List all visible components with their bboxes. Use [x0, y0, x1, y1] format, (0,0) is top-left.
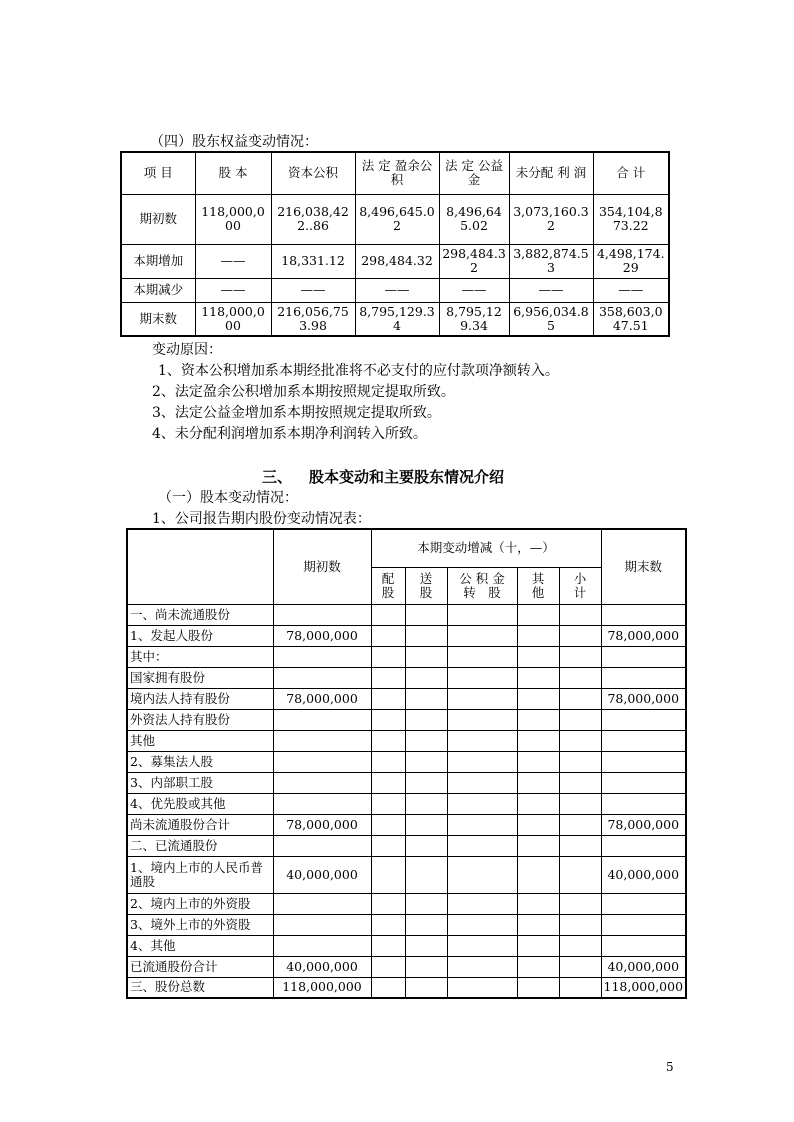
share-bonus-cell	[405, 935, 447, 956]
share-rights-issue-cell	[371, 667, 405, 688]
equity-cell: 216,056,753.98	[271, 302, 355, 336]
equity-cell: 118,000,000	[195, 194, 271, 244]
share-header-change: 本期变动增减（十，—）	[371, 529, 601, 567]
share-change-table	[126, 528, 687, 999]
share-opening-cell	[273, 935, 371, 956]
share-reserve-conversion-cell	[447, 730, 517, 751]
share-row-label: 2、境内上市的外资股	[127, 893, 273, 914]
share-subtotal-cell	[559, 730, 601, 751]
share-opening-cell: 40,000,000	[273, 956, 371, 977]
equity-header-welfare-fund: 法 定 公益金	[439, 152, 509, 194]
share-subtotal-cell	[559, 935, 601, 956]
equity-row-decrease	[121, 278, 669, 302]
subheader-top: 其	[531, 570, 545, 586]
share-closing-cell	[601, 709, 686, 730]
share-reserve-conversion-cell	[447, 772, 517, 793]
share-rights-issue-cell	[371, 814, 405, 835]
share-bonus-cell	[405, 709, 447, 730]
share-subtotal-cell	[559, 625, 601, 646]
share-row-label: 4、其他	[127, 935, 273, 956]
equity-row-closing	[121, 302, 669, 336]
share-reserve-conversion-cell	[447, 751, 517, 772]
table-row	[127, 835, 686, 856]
share-closing-cell	[601, 914, 686, 935]
share-row-label: 3、内部职工股	[127, 772, 273, 793]
share-closing-cell: 40,000,000	[601, 956, 686, 977]
share-other-cell	[517, 935, 559, 956]
equity-cell: ——	[271, 278, 355, 302]
share-opening-cell: 78,000,000	[273, 814, 371, 835]
equity-header-total: 合 计	[593, 152, 669, 194]
share-other-cell	[517, 914, 559, 935]
reason-item-4: 4、未分配利润增加系本期净利润转入所致。	[152, 426, 427, 442]
equity-change-table	[120, 151, 670, 337]
share-reserve-conversion-cell	[447, 835, 517, 856]
share-subheader-subtotal	[559, 567, 601, 604]
share-rights-issue-cell	[371, 772, 405, 793]
table-row	[127, 935, 686, 956]
table-row	[127, 709, 686, 730]
equity-row-label: 本期减少	[121, 278, 195, 302]
share-closing-cell: 78,000,000	[601, 814, 686, 835]
equity-header-capital: 股 本	[195, 152, 271, 194]
equity-cell: ——	[439, 278, 509, 302]
table-row	[127, 688, 686, 709]
share-opening-cell	[273, 914, 371, 935]
equity-cell: 354,104,873.22	[593, 194, 669, 244]
subheader-bottom: 计	[573, 584, 587, 600]
share-closing-cell	[601, 772, 686, 793]
equity-section-title: （四）股东权益变动情况：	[150, 134, 318, 150]
share-reserve-conversion-cell	[447, 935, 517, 956]
equity-cell: 298,484.32	[355, 244, 439, 278]
subheader-bottom: 转 股	[463, 584, 501, 600]
table-row	[127, 914, 686, 935]
share-bonus-cell	[405, 730, 447, 751]
equity-cell: 358,603,047.51	[593, 302, 669, 336]
table-row	[127, 893, 686, 914]
share-reserve-conversion-cell	[447, 667, 517, 688]
share-rights-issue-cell	[371, 793, 405, 814]
page-number: 5	[666, 1060, 674, 1074]
share-subtotal-cell	[559, 604, 601, 625]
share-bonus-cell	[405, 914, 447, 935]
share-other-cell	[517, 625, 559, 646]
table-row	[127, 814, 686, 835]
share-opening-cell	[273, 604, 371, 625]
equity-cell: 18,331.12	[271, 244, 355, 278]
share-rights-issue-cell	[371, 893, 405, 914]
share-subheader-other	[517, 567, 559, 604]
share-opening-cell: 78,000,000	[273, 625, 371, 646]
share-header-opening: 期初数	[273, 529, 371, 604]
share-other-cell	[517, 604, 559, 625]
share-rights-issue-cell	[371, 856, 405, 893]
share-reserve-conversion-cell	[447, 814, 517, 835]
share-row-label: 境内法人持有股份	[127, 688, 273, 709]
share-opening-cell	[273, 793, 371, 814]
share-reserve-conversion-cell	[447, 625, 517, 646]
table-row	[127, 856, 686, 893]
share-row-label: 其中：	[127, 646, 273, 667]
share-other-cell	[517, 977, 559, 998]
share-closing-cell	[601, 667, 686, 688]
share-rights-issue-cell	[371, 956, 405, 977]
equity-cell: ——	[355, 278, 439, 302]
share-other-cell	[517, 856, 559, 893]
share-subtotal-cell	[559, 814, 601, 835]
share-other-cell	[517, 793, 559, 814]
share-subtotal-cell	[559, 835, 601, 856]
share-subtotal-cell	[559, 751, 601, 772]
share-closing-cell	[601, 751, 686, 772]
share-row-label: 三、股份总数	[127, 977, 273, 998]
share-reserve-conversion-cell	[447, 893, 517, 914]
share-bonus-cell	[405, 893, 447, 914]
share-row-label: 1、发起人股份	[127, 625, 273, 646]
share-subtotal-cell	[559, 793, 601, 814]
share-other-cell	[517, 772, 559, 793]
share-opening-cell: 40,000,000	[273, 856, 371, 893]
section-heading-number: 三、	[262, 468, 293, 486]
share-closing-cell: 118,000,000	[601, 977, 686, 998]
share-other-cell	[517, 956, 559, 977]
share-subtotal-cell	[559, 667, 601, 688]
equity-cell: 8,496,645.02	[439, 194, 509, 244]
share-bonus-cell	[405, 625, 447, 646]
share-reserve-conversion-cell	[447, 914, 517, 935]
share-row-label: 其他	[127, 730, 273, 751]
equity-cell: 3,882,874.53	[509, 244, 593, 278]
share-other-cell	[517, 751, 559, 772]
equity-cell: 118,000,000	[195, 302, 271, 336]
share-rights-issue-cell	[371, 977, 405, 998]
share-rights-issue-cell	[371, 646, 405, 667]
share-opening-cell: 118,000,000	[273, 977, 371, 998]
equity-cell: 8,795,129.34	[355, 302, 439, 336]
share-other-cell	[517, 730, 559, 751]
share-closing-cell	[601, 793, 686, 814]
share-opening-cell	[273, 751, 371, 772]
share-bonus-cell	[405, 956, 447, 977]
subheader-bottom: 股	[419, 584, 433, 600]
share-subtotal-cell	[559, 856, 601, 893]
share-subheader-rights-issue	[371, 567, 405, 604]
equity-cell: 8,496,645.02	[355, 194, 439, 244]
share-closing-cell: 78,000,000	[601, 688, 686, 709]
share-row-label: 2、募集法人股	[127, 751, 273, 772]
share-reserve-conversion-cell	[447, 977, 517, 998]
share-closing-cell	[601, 835, 686, 856]
share-row-label: 1、境内上市的人民币普通股	[127, 856, 273, 893]
share-bonus-cell	[405, 688, 447, 709]
share-reserve-conversion-cell	[447, 956, 517, 977]
share-opening-cell	[273, 709, 371, 730]
share-reserve-conversion-cell	[447, 688, 517, 709]
share-bonus-cell	[405, 667, 447, 688]
reason-item-2: 2、法定盈余公积增加系本期按照规定提取所致。	[152, 384, 455, 400]
equity-header-surplus-reserve: 法 定 盈余公积	[355, 152, 439, 194]
share-reserve-conversion-cell	[447, 856, 517, 893]
share-subtotal-cell	[559, 893, 601, 914]
share-other-cell	[517, 646, 559, 667]
share-row-label: 4、优先股或其他	[127, 793, 273, 814]
share-closing-cell	[601, 935, 686, 956]
equity-cell: ——	[195, 278, 271, 302]
equity-row-label: 期初数	[121, 194, 195, 244]
share-row-label: 外资法人持有股份	[127, 709, 273, 730]
equity-cell: ——	[509, 278, 593, 302]
equity-row-increase	[121, 244, 669, 278]
share-subtotal-cell	[559, 646, 601, 667]
share-reserve-conversion-cell	[447, 646, 517, 667]
equity-cell: ——	[195, 244, 271, 278]
share-bonus-cell	[405, 604, 447, 625]
equity-cell: 4,498,174.29	[593, 244, 669, 278]
share-rights-issue-cell	[371, 751, 405, 772]
equity-cell: ——	[593, 278, 669, 302]
share-subtotal-cell	[559, 914, 601, 935]
share-opening-cell: 78,000,000	[273, 688, 371, 709]
share-row-label: 尚未流通股份合计	[127, 814, 273, 835]
share-header-closing: 期末数	[601, 529, 686, 604]
share-reserve-conversion-cell	[447, 709, 517, 730]
subheader-top: 小	[573, 570, 587, 586]
share-other-cell	[517, 835, 559, 856]
share-bonus-cell	[405, 751, 447, 772]
equity-cell: 3,073,160.32	[509, 194, 593, 244]
share-opening-cell	[273, 893, 371, 914]
equity-header-retained-profit: 未分配 利 润	[509, 152, 593, 194]
reason-item-1: 1、资本公积增加系本期经批准将不必支付的应付款项净额转入。	[158, 363, 559, 379]
share-subsection-title: （一）股本变动情况：	[158, 490, 298, 506]
share-closing-cell: 40,000,000	[601, 856, 686, 893]
subheader-bottom: 股	[381, 584, 395, 600]
share-closing-cell	[601, 893, 686, 914]
table-row	[127, 730, 686, 751]
share-subheader-bonus	[405, 567, 447, 604]
reason-item-3: 3、法定公益金增加系本期按照规定提取所致。	[152, 405, 441, 421]
table-row	[127, 751, 686, 772]
share-closing-cell	[601, 646, 686, 667]
share-bonus-cell	[405, 835, 447, 856]
share-row-label: 二、已流通股份	[127, 835, 273, 856]
share-header-row	[127, 529, 686, 567]
equity-header-row	[121, 152, 669, 194]
share-closing-cell	[601, 604, 686, 625]
section-heading-title: 股本变动和主要股东情况介绍	[309, 468, 505, 486]
equity-cell: 8,795,129.34	[439, 302, 509, 336]
share-rights-issue-cell	[371, 935, 405, 956]
share-subtotal-cell	[559, 772, 601, 793]
equity-header-item: 项 目	[121, 152, 195, 194]
equity-cell: 6,956,034.85	[509, 302, 593, 336]
share-bonus-cell	[405, 814, 447, 835]
share-row-label: 已流通股份合计	[127, 956, 273, 977]
share-bonus-cell	[405, 977, 447, 998]
table-row	[127, 956, 686, 977]
share-opening-cell	[273, 730, 371, 751]
share-rights-issue-cell	[371, 835, 405, 856]
share-other-cell	[517, 667, 559, 688]
share-rights-issue-cell	[371, 709, 405, 730]
equity-header-capital-reserve: 资本公积	[271, 152, 355, 194]
share-subtotal-cell	[559, 688, 601, 709]
share-closing-cell: 78,000,000	[601, 625, 686, 646]
reason-title: 变动原因：	[152, 342, 222, 358]
share-subtotal-cell	[559, 956, 601, 977]
equity-cell: 216,038,422..86	[271, 194, 355, 244]
share-table-title: 1、公司报告期内股份变动情况表：	[152, 511, 371, 527]
share-bonus-cell	[405, 856, 447, 893]
table-row	[127, 604, 686, 625]
share-row-label: 国家拥有股份	[127, 667, 273, 688]
share-rights-issue-cell	[371, 914, 405, 935]
share-subtotal-cell	[559, 709, 601, 730]
share-bonus-cell	[405, 646, 447, 667]
share-row-label: 3、境外上市的外资股	[127, 914, 273, 935]
equity-cell: 298,484.32	[439, 244, 509, 278]
share-opening-cell	[273, 835, 371, 856]
table-row	[127, 977, 686, 998]
share-bonus-cell	[405, 772, 447, 793]
share-rights-issue-cell	[371, 625, 405, 646]
subheader-top: 送	[419, 570, 433, 586]
share-other-cell	[517, 814, 559, 835]
share-rights-issue-cell	[371, 688, 405, 709]
table-row	[127, 772, 686, 793]
table-row	[127, 625, 686, 646]
share-other-cell	[517, 709, 559, 730]
share-rights-issue-cell	[371, 604, 405, 625]
share-row-label: 一、尚未流通股份	[127, 604, 273, 625]
share-header-blank	[127, 529, 273, 604]
table-row	[127, 646, 686, 667]
equity-row-label: 期末数	[121, 302, 195, 336]
share-reserve-conversion-cell	[447, 793, 517, 814]
share-other-cell	[517, 893, 559, 914]
share-closing-cell	[601, 730, 686, 751]
share-rights-issue-cell	[371, 730, 405, 751]
equity-row-opening	[121, 194, 669, 244]
share-opening-cell	[273, 667, 371, 688]
share-other-cell	[517, 688, 559, 709]
share-bonus-cell	[405, 793, 447, 814]
table-row	[127, 667, 686, 688]
share-subtotal-cell	[559, 977, 601, 998]
share-opening-cell	[273, 772, 371, 793]
subheader-top: 公 积 金	[459, 570, 505, 586]
subheader-top: 配	[381, 570, 395, 586]
share-subheader-reserve-conversion	[447, 567, 517, 604]
equity-row-label: 本期增加	[121, 244, 195, 278]
table-row	[127, 793, 686, 814]
share-opening-cell	[273, 646, 371, 667]
subheader-bottom: 他	[531, 584, 545, 600]
share-reserve-conversion-cell	[447, 604, 517, 625]
